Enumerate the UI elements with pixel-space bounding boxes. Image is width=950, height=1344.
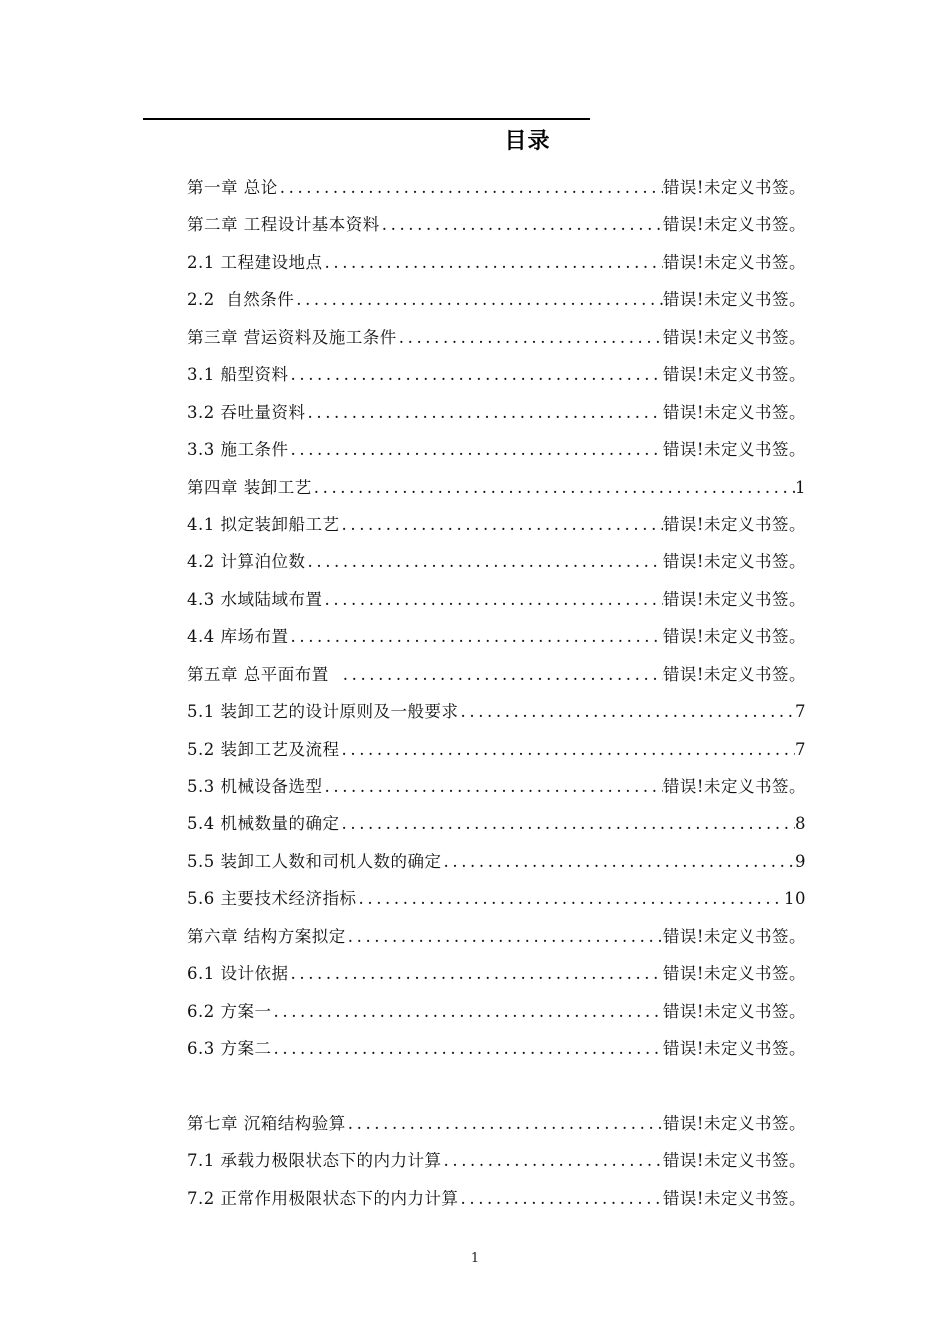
toc-entry[interactable] [187,955,806,992]
toc-entry-label: 6.2 方案一 [187,1001,272,1021]
toc-entry[interactable] [187,469,806,506]
toc-entry[interactable] [187,394,806,431]
toc-entry[interactable] [187,618,806,655]
toc-leader-dots [323,244,663,281]
toc-entry[interactable] [187,244,806,281]
toc-entry[interactable] [187,656,806,693]
toc-entry-page: 10 [784,889,806,909]
toc-entry-label: 4.4 库场布置 [187,627,289,647]
toc-entry-page: 错误!未定义书签。 [662,1039,806,1059]
toc-entry[interactable] [187,319,806,356]
toc-entry-label: 5.4 机械数量的确定 [187,814,340,834]
toc-entry-label: 5.6 主要技术经济指标 [187,889,357,909]
toc-entry[interactable] [187,169,806,206]
toc-entry[interactable] [187,581,806,618]
page-number: 1 [470,1251,480,1266]
toc-entry-label: 5.5 装卸工人数和司机人数的确定 [187,851,442,871]
toc-entry-label: 4.2 计算泊位数 [187,552,306,572]
toc-entry-page: 错误!未定义书签。 [662,1151,806,1171]
toc-leader-dots [397,319,663,356]
toc-entry[interactable] [187,768,806,805]
toc-leader-dots [294,281,663,318]
toc-entry[interactable] [187,543,806,580]
toc-entry[interactable] [187,206,806,243]
toc-entry[interactable] [187,1180,806,1217]
toc-entry-label: 3.3 施工条件 [187,440,289,460]
toc-entry-label: 第二章 工程设计基本资料 [187,215,380,235]
toc-entry-page: 8 [795,814,806,834]
toc-entry-label: 2.2 自然条件 [187,290,295,310]
toc-entry-page: 9 [795,851,806,871]
toc-leader-dots [323,581,663,618]
toc-entry-label: 2.1 工程建设地点 [187,252,323,272]
toc-entry-page: 错误!未定义书签。 [662,1113,806,1133]
toc-entry[interactable] [187,993,806,1030]
toc-entry-label: 7.2 正常作用极限状态下的内力计算 [187,1188,459,1208]
toc-entry-page: 错误!未定义书签。 [662,589,806,609]
toc-leader-dots [289,955,663,992]
toc-entry-page: 7 [795,702,806,722]
toc-entry-label: 第七章 沉箱结构验算 [187,1113,346,1133]
toc-entry-page: 错误!未定义书签。 [662,926,806,946]
toc-entry[interactable] [187,880,806,917]
toc-entry[interactable] [187,918,806,955]
toc-leader-dots [306,543,663,580]
toc-entry-label: 5.3 机械设备选型 [187,777,323,796]
toc-leader-dots [380,206,663,243]
toc-leader-dots [459,693,796,730]
toc-leader-dots [272,1030,663,1067]
toc-title: 目录 [504,129,551,154]
toc-entry[interactable] [187,506,806,543]
toc-leader-dots [357,880,785,917]
toc-entry[interactable] [187,281,806,318]
toc-entry-page: 7 [795,739,806,759]
toc-entry-page: 错误!未定义书签。 [662,1188,806,1208]
toc-leader-dots [289,431,663,468]
toc-entry-page: 错误!未定义书签。 [662,365,806,385]
toc-entry-page: 错误!未定义书签。 [662,327,806,347]
toc-leader-dots [289,356,663,393]
toc-leader-dots [272,993,663,1030]
toc-entry[interactable] [187,731,806,768]
toc-entry-page: 错误!未定义书签。 [662,552,806,572]
toc-entry-label: 第三章 营运资料及施工条件 [187,327,397,347]
toc-entry-label: 6.1 设计依据 [187,964,289,984]
toc-entry-label: 5.2 装卸工艺及流程 [187,739,340,759]
toc-list [187,169,806,1217]
toc-entry-label: 4.3 水域陆域布置 [187,589,323,609]
toc-entry-page: 错误!未定义书签。 [662,514,806,534]
toc-leader-dots [340,805,796,842]
toc-leader-dots [289,618,663,655]
toc-entry[interactable] [187,1030,806,1067]
toc-entry-label: 4.1 拟定装卸船工艺 [187,514,340,534]
toc-entry[interactable] [187,356,806,393]
toc-leader-dots [459,1180,663,1217]
toc-leader-dots [306,394,663,431]
toc-entry-label: 3.2 吞吐量资料 [187,402,306,422]
header-rule [143,118,590,120]
toc-leader-dots [346,918,663,955]
toc-entry-page: 1 [795,477,806,497]
toc-leader-dots [340,731,796,768]
toc-entry-page: 错误!未定义书签。 [662,252,806,272]
toc-entry-page: 错误!未定义书签。 [662,402,806,422]
toc-leader-dots [312,469,795,506]
toc-entry-label: 第五章 总平面布置 [187,664,329,684]
toc-leader-dots [341,656,663,693]
toc-leader-dots [323,768,663,805]
toc-leader-dots [442,843,796,880]
toc-entry-page: 错误!未定义书签。 [662,777,806,796]
toc-entry-page: 错误!未定义书签。 [662,964,806,984]
toc-entry[interactable] [187,431,806,468]
toc-entry[interactable] [187,1105,806,1142]
toc-entry-label: 第四章 装卸工艺 [187,477,312,497]
toc-leader-dots [340,506,663,543]
toc-leader-dots [346,1105,663,1142]
toc-entry-page: 错误!未定义书签。 [662,1001,806,1021]
toc-leader-dots [442,1142,663,1179]
toc-leader-dots [278,169,663,206]
toc-entry-page: 错误!未定义书签。 [662,178,806,197]
toc-entry[interactable] [187,693,806,730]
toc-entry-page: 错误!未定义书签。 [662,290,806,310]
toc-entry-label: 第一章 总论 [187,178,278,197]
toc-entry-label: 第六章 结构方案拟定 [187,926,346,946]
toc-entry[interactable] [187,843,806,880]
toc-entry-label: 3.1 船型资料 [187,365,289,385]
toc-entry-page: 错误!未定义书签。 [662,215,806,235]
toc-entry-page: 错误!未定义书签。 [662,664,806,684]
toc-entry-page: 错误!未定义书签。 [662,627,806,647]
toc-entry-label: 5.1 装卸工艺的设计原则及一般要求 [187,702,459,722]
toc-entry-label: 6.3 方案二 [187,1039,272,1059]
toc-entry-label: 7.1 承载力极限状态下的内力计算 [187,1151,442,1171]
toc-entry[interactable] [187,1142,806,1179]
toc-entry-page: 错误!未定义书签。 [662,440,806,460]
toc-entry[interactable] [187,805,806,842]
